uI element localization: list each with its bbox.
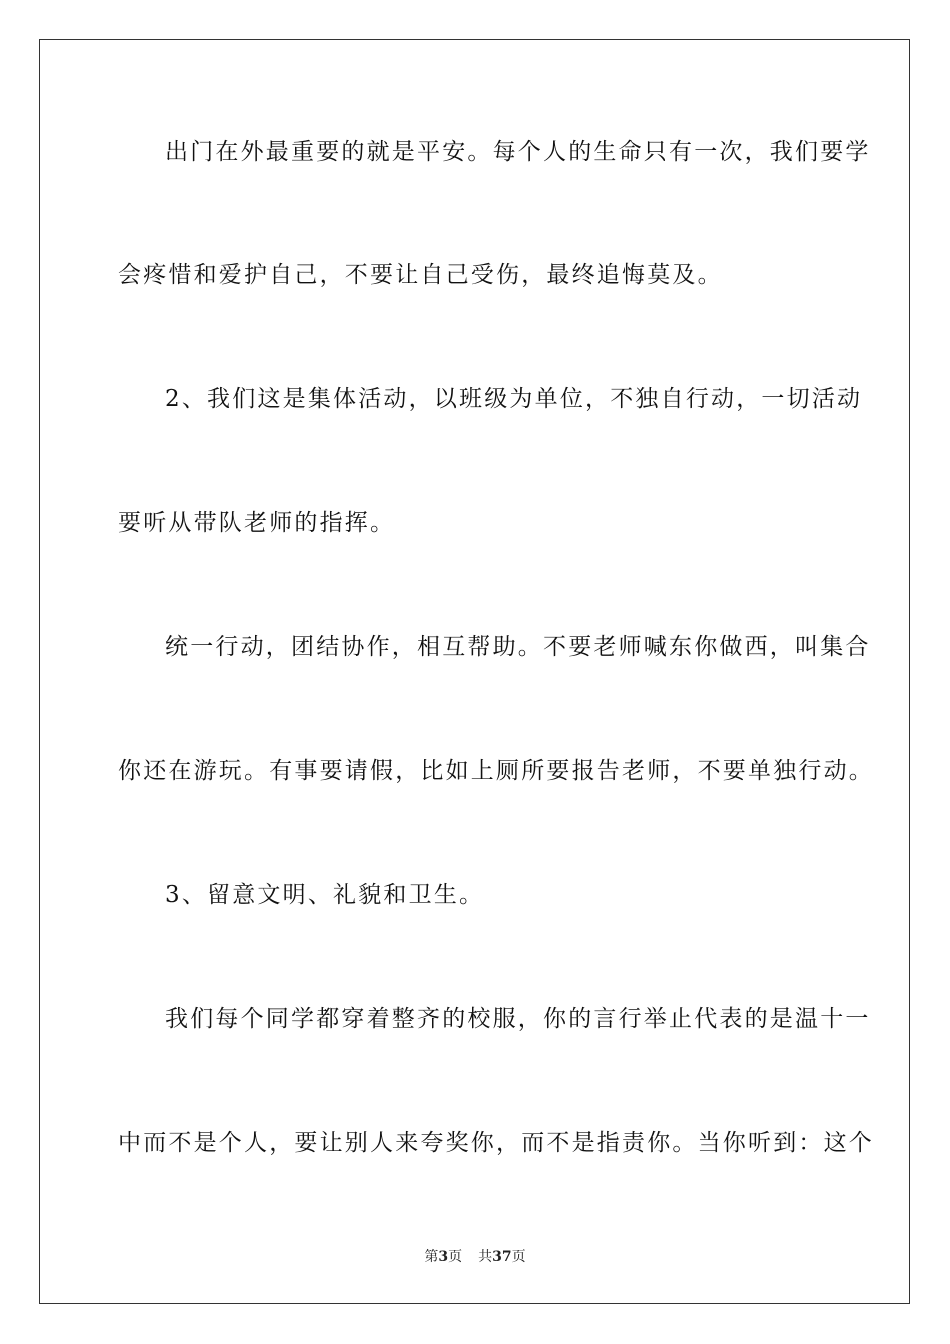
paragraph-line-4: 要听从带队老师的指挥。 <box>118 510 396 536</box>
paragraph-line-2: 会疼惜和爱护自己，不要让自己受伤，最终追悔莫及。 <box>118 262 723 288</box>
page-prefix: 第 <box>424 1249 439 1265</box>
paragraph-line-6: 你还在游玩。有事要请假，比如上厕所要报告老师，不要单独行动。 <box>118 758 874 784</box>
paragraph-line-5: 统一行动，团结协作，相互帮助。不要老师喊东你做西，叫集合 <box>165 634 871 660</box>
page-suffix: 页 <box>448 1249 463 1265</box>
page-border <box>39 39 910 1304</box>
total-suffix: 页 <box>511 1249 526 1265</box>
page-number: 3 <box>438 1249 449 1265</box>
paragraph-line-3: 2、我们这是集体活动，以班级为单位，不独自行动，一切活动 <box>165 386 863 412</box>
paragraph-line-9: 中而不是个人，要让别人来夸奖你，而不是指责你。当你听到：这个 <box>118 1130 874 1156</box>
paragraph-line-8: 我们每个同学都穿着整齐的校服，你的言行举止代表的是温十一 <box>165 1006 871 1032</box>
total-prefix: 共 <box>478 1249 493 1265</box>
total-pages: 37 <box>492 1249 512 1265</box>
page-footer <box>0 1248 950 1266</box>
paragraph-line-7: 3、留意文明、礼貌和卫生。 <box>165 882 485 908</box>
paragraph-line-1: 出门在外最重要的就是平安。每个人的生命只有一次，我们要学 <box>165 139 871 165</box>
